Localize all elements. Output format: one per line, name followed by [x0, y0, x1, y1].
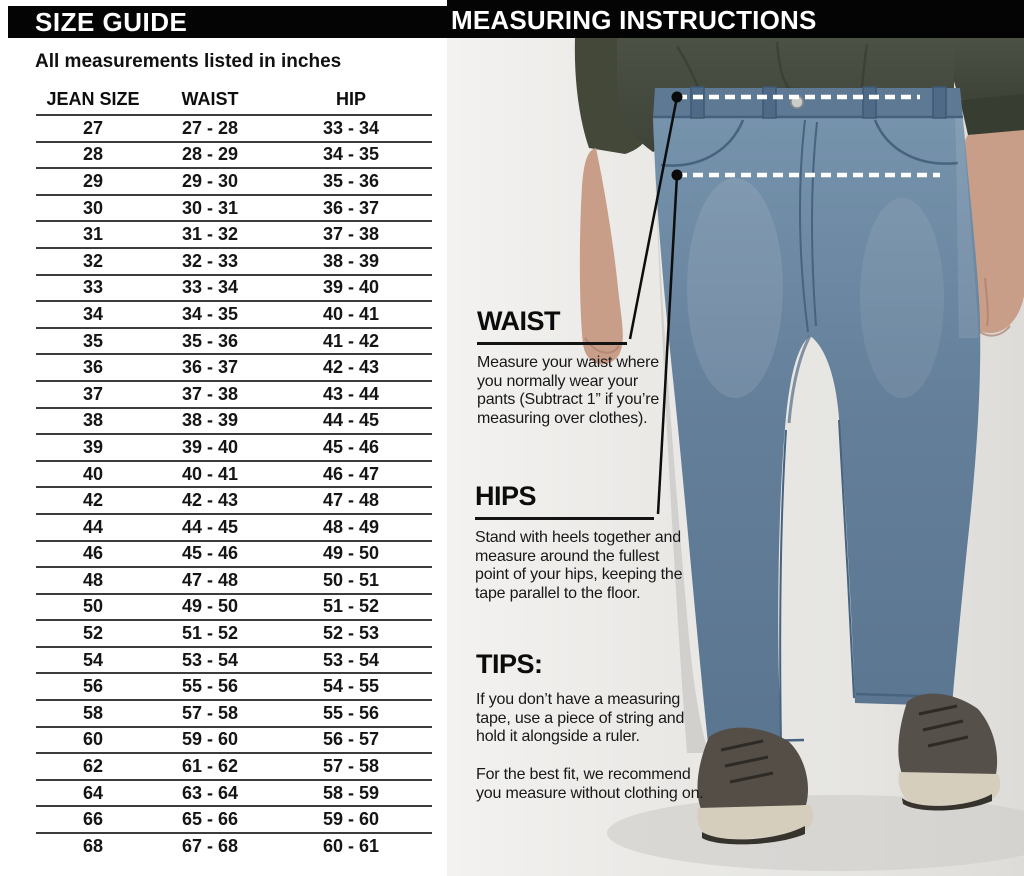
table-cell: 43 - 44 — [322, 383, 380, 404]
table-cell: 47 - 48 — [322, 490, 380, 511]
hips-instructions-text: Stand with heels together and measure around the fullest point of your hips, keeping the tape parallel to the floor. — [475, 529, 683, 603]
table-cell: 40 - 41 — [322, 303, 380, 324]
table-cell: 60 — [82, 729, 104, 750]
size-guide-header-bar — [8, 6, 447, 38]
table-cell: 38 — [82, 410, 104, 431]
table-cell: 46 - 47 — [322, 463, 380, 484]
table-cell: 42 - 43 — [181, 490, 239, 511]
table-cell: 36 — [82, 357, 104, 378]
waist-instructions-text: Measure your waist where you normally wear your pants (Subtract 1” if you’re measuring over clothes). — [477, 354, 660, 428]
table-cell: 39 - 40 — [322, 277, 380, 298]
table-cell: 35 - 36 — [322, 170, 380, 191]
table-row — [36, 301, 432, 328]
table-cell: 27 — [82, 117, 104, 138]
table-cell: 55 - 56 — [322, 702, 380, 723]
table-row — [36, 647, 432, 674]
hip-marker-dot — [672, 170, 683, 181]
table-cell: 62 — [82, 756, 104, 777]
table-cell: 41 - 42 — [322, 330, 380, 351]
table-row — [36, 221, 432, 248]
table-cell: 42 — [82, 490, 104, 511]
table-cell: 51 - 52 — [322, 596, 380, 617]
table-row — [36, 461, 432, 488]
table-cell: 33 - 34 — [181, 277, 239, 298]
table-cell: 34 - 35 — [181, 303, 239, 324]
waist-marker-dot — [672, 92, 683, 103]
section-waist — [477, 306, 673, 429]
table-cell: 49 - 50 — [322, 543, 380, 564]
table-row — [36, 567, 432, 594]
table-cell: 50 - 51 — [322, 569, 380, 590]
table-row — [36, 833, 432, 859]
table-cell: 38 - 39 — [322, 250, 380, 271]
table-cell: 59 - 60 — [181, 729, 239, 750]
table-row — [36, 727, 432, 754]
table-cell: 30 - 31 — [181, 197, 239, 218]
table-cell: 57 - 58 — [322, 756, 380, 777]
table-cell: 56 - 57 — [322, 729, 380, 750]
table-cell: 40 - 41 — [181, 463, 239, 484]
table-cell: 48 — [82, 569, 104, 590]
table-cell: 42 - 43 — [322, 357, 380, 378]
measuring-header-bar — [447, 0, 1024, 38]
measuring-instructions-title: MEASURING INSTRUCTIONS — [451, 5, 817, 35]
table-cell: 54 - 55 — [322, 676, 380, 697]
table-row — [36, 434, 432, 461]
table-row — [36, 700, 432, 727]
table-row — [36, 514, 432, 541]
table-cell: 51 - 52 — [181, 623, 239, 644]
table-cell: 59 - 60 — [322, 809, 380, 830]
table-cell: 28 - 29 — [181, 144, 239, 165]
tips-heading: TIPS: — [476, 649, 543, 679]
table-cell: 31 — [82, 224, 104, 245]
table-cell: 58 - 59 — [322, 782, 380, 803]
table-cell: 67 - 68 — [181, 835, 239, 856]
table-cell: 45 - 46 — [181, 543, 239, 564]
table-cell: 52 — [82, 623, 104, 644]
table-cell: 52 - 53 — [322, 623, 380, 644]
table-cell: 34 - 35 — [322, 144, 380, 165]
table-cell: 37 - 38 — [181, 383, 239, 404]
table-row — [36, 780, 432, 807]
tips-text-1: If you don’t have a measuring tape, use a piece of string and hold it alongside a ruler. — [476, 691, 685, 746]
table-cell: 53 - 54 — [322, 649, 380, 670]
table-cell: 35 - 36 — [181, 330, 239, 351]
table-cell: 37 — [82, 383, 104, 404]
table-cell: 64 — [82, 782, 104, 803]
table-cell: 39 - 40 — [181, 436, 239, 457]
table-row — [36, 168, 432, 195]
size-table-header-row — [36, 84, 432, 115]
table-cell: 34 — [82, 303, 104, 324]
table-cell: 61 - 62 — [181, 756, 239, 777]
table-cell: 60 - 61 — [322, 835, 380, 856]
table-row — [36, 354, 432, 381]
table-cell: 40 — [82, 463, 104, 484]
table-cell: 46 — [82, 543, 104, 564]
table-row — [36, 620, 432, 647]
table-cell: 50 — [82, 596, 104, 617]
col-header-jean-size: JEAN SIZE — [46, 88, 140, 109]
table-row — [36, 195, 432, 222]
table-cell: 31 - 32 — [181, 224, 239, 245]
table-cell: 44 — [82, 516, 104, 537]
table-row — [36, 541, 432, 568]
table-cell: 57 - 58 — [181, 702, 239, 723]
table-row — [36, 806, 432, 833]
table-cell: 35 — [82, 330, 104, 351]
table-row — [36, 381, 432, 408]
table-cell: 38 - 39 — [181, 410, 239, 431]
table-cell: 29 — [82, 170, 104, 191]
table-cell: 55 - 56 — [181, 676, 239, 697]
table-cell: 37 - 38 — [322, 224, 380, 245]
table-row — [36, 673, 432, 700]
measurements-note: All measurements listed in inches — [35, 51, 342, 72]
table-cell: 39 — [82, 436, 104, 457]
table-cell: 68 — [82, 835, 104, 856]
table-row — [36, 408, 432, 435]
table-cell: 53 - 54 — [181, 649, 239, 670]
table-cell: 48 - 49 — [322, 516, 380, 537]
table-cell: 49 - 50 — [181, 596, 239, 617]
table-cell: 58 — [82, 702, 104, 723]
table-cell: 28 — [82, 144, 104, 165]
table-row — [36, 328, 432, 355]
table-row — [36, 753, 432, 780]
table-cell: 33 — [82, 277, 104, 298]
table-row — [36, 115, 432, 142]
table-cell: 27 - 28 — [181, 117, 239, 138]
size-table-body — [36, 115, 432, 859]
table-cell: 65 - 66 — [181, 809, 239, 830]
col-header-waist: WAIST — [181, 88, 239, 109]
table-cell: 36 - 37 — [322, 197, 380, 218]
size-table — [36, 84, 432, 859]
table-cell: 32 - 33 — [181, 250, 239, 271]
section-tips — [476, 649, 718, 804]
size-guide-title: SIZE GUIDE — [35, 7, 188, 37]
table-cell: 44 - 45 — [322, 410, 380, 431]
waist-heading: WAIST — [477, 306, 627, 345]
table-cell: 33 - 34 — [322, 117, 380, 138]
table-row — [36, 594, 432, 621]
table-cell: 63 - 64 — [181, 782, 239, 803]
table-row — [36, 142, 432, 169]
section-hips — [475, 481, 687, 604]
table-cell: 54 — [82, 649, 104, 670]
col-header-hip: HIP — [335, 88, 366, 109]
table-cell: 47 - 48 — [181, 569, 239, 590]
table-row — [36, 248, 432, 275]
table-cell: 32 — [82, 250, 104, 271]
table-cell: 45 - 46 — [322, 436, 380, 457]
table-cell: 56 — [82, 676, 104, 697]
table-cell: 44 - 45 — [181, 516, 239, 537]
table-cell: 29 - 30 — [181, 170, 239, 191]
table-row — [36, 487, 432, 514]
hips-heading: HIPS — [475, 481, 654, 520]
table-cell: 30 — [82, 197, 104, 218]
table-row — [36, 275, 432, 302]
tips-text-2: For the best fit, we recommend you measure without clothing on. — [476, 766, 704, 802]
table-cell: 66 — [82, 809, 104, 830]
table-cell: 36 - 37 — [181, 357, 239, 378]
